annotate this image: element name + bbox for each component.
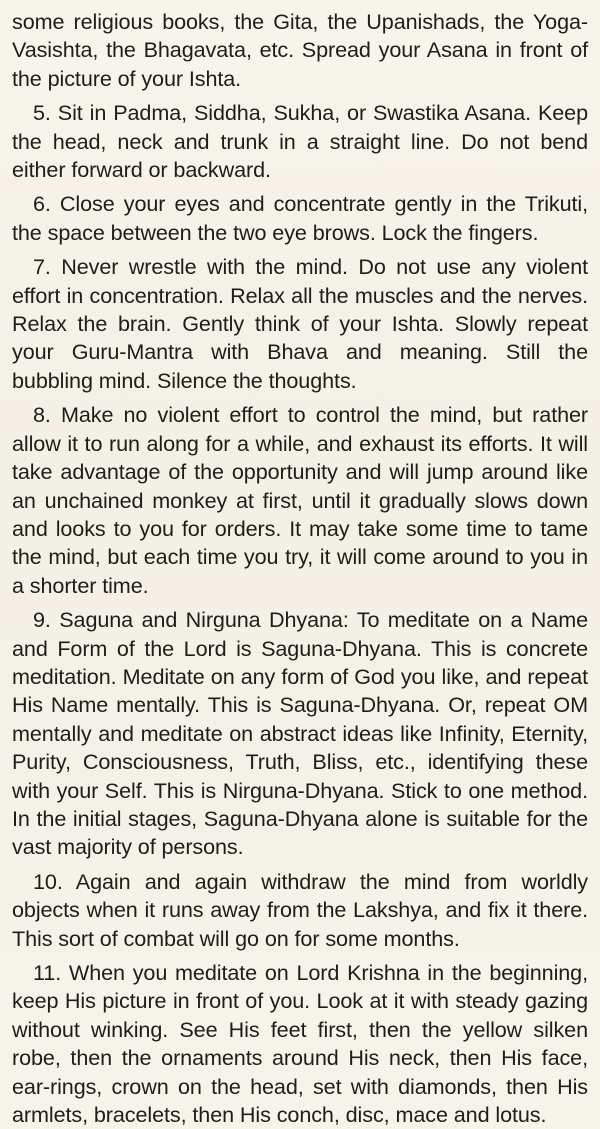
paragraph-continuation: some religious books, the Gita, the Upanishads, the Yoga-Vasishta, the Bhagavata, etc. Spread your Asana in front of the picture of your Ishta.: [12, 9, 588, 91]
paragraph-step-9: 9. Saguna and Nirguna Dhyana: To meditate on a Name and Form of the Lord is Saguna-Dhyana. This is concrete meditation. Meditate on any form of God you like, and repeat His Name mentally. This is Saguna-Dhyana. Or, repeat OM mentally and meditate on abstract ideas like Infinity, Eternity, Purity, Consciousness, Truth, Bliss, etc., identifying these with your Self. This is Nirguna-Dhyana. Stick to one method. In the initial stages, Saguna-Dhyana alone is suitable for the vast majority of persons.: [12, 607, 588, 860]
paragraph-step-6: 6. Close your eyes and concentrate gently in the Trikuti, the space between the two eye brows. Lock the fingers.: [12, 191, 588, 245]
paragraph-step-10: 10. Again and again withdraw the mind from worldly objects when it runs away from the Lakshya, and fix it there. This sort of combat will go on for some months.: [12, 868, 588, 951]
paragraph-step-11: 11. When you meditate on Lord Krishna in the beginning, keep His picture in front of you. Look at it with steady gazing without winking. See His feet first, then the yellow silken robe, then the ornaments around His neck, then His face, ear-rings, crown on the head, set with diamonds, then His armlets, bracelets, then His conch, disc, mace and lotus.: [12, 960, 588, 1128]
paragraph-step-8: 8. Make no violent effort to control the mind, but rather allow it to run along for a while, and exhaust its efforts. It will take advantage of the opportunity and will jump around like an unchained monkey at first, until it gradually slows down and looks to you for orders. It may take some time to tame the mind, but each time you try, it will come around to you in a shorter time.: [12, 402, 588, 598]
paragraph-step-7: 7. Never wrestle with the mind. Do not use any violent effort in concentration. Relax all the muscles and the nerves. Relax the brain. Gently think of your Ishta. Slowly repeat your Guru-Mantra with Bhava and meaning. Still the bubbling mind. Silence the thoughts.: [12, 254, 588, 393]
paragraph-step-5: 5. Sit in Padma, Siddha, Sukha, or Swastika Asana. Keep the head, neck and trunk in a straight line. Do not bend either forward or backward.: [12, 100, 588, 183]
